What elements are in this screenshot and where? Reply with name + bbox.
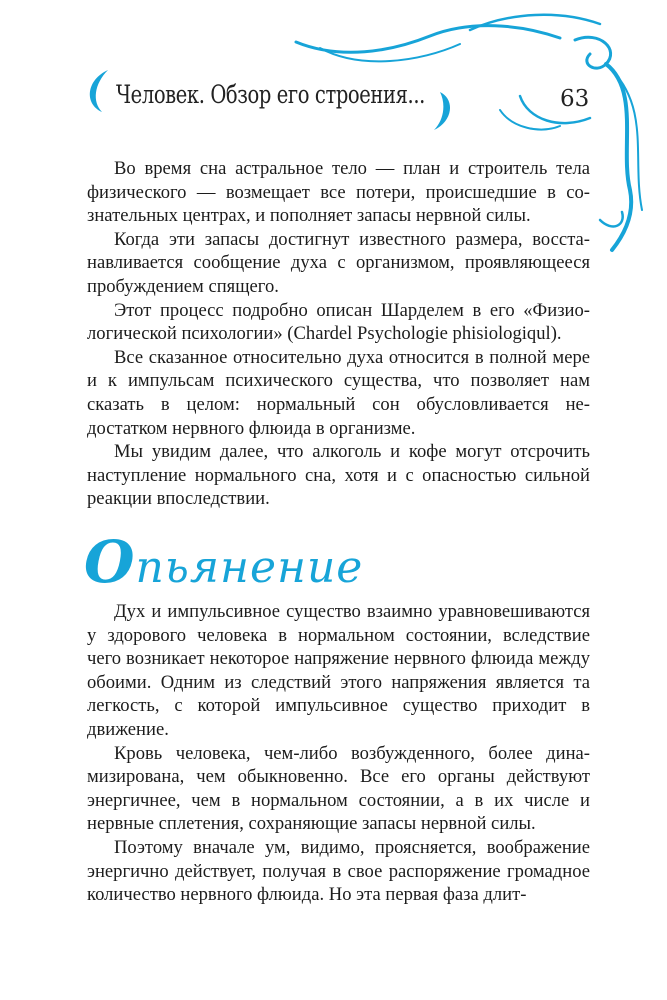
body-text-bottom (87, 600, 590, 907)
paragraph: Когда эти запасы достигнут известного размера, восстанавливается сообщение духа с организмом, проявляющееся пробуждением спящего. (87, 228, 590, 297)
paragraph: Поэтому вначале ум, видимо, проясняется, воображение энергично действует, получая в свое распоряжение громадное количество нервного флюида. Но эта первая фаза длит- (87, 836, 590, 906)
running-header-title: Человек. Обзор его строения... (116, 80, 425, 109)
paragraph: Этот процесс подробно описан Шарделем в его «Физиологической психологии» (Chardel Psychologie phisiologiqul). (87, 299, 590, 345)
paragraph: Во время сна астральное тело — план и строитель тела физического — возмещает все потери, происшедшие в сознательных центрах, и пополняет запасы нервной силы. (87, 158, 590, 227)
paragraph: Кровь человека, чем-либо возбужденного, более динамизирована, чем обыкновенно. Все его органы действуют энергичнее, чем в нормальном состоянии, а в их числе и нервные сплетения, сохраняющие запасы нервной силы. (87, 742, 590, 835)
body-text-top (87, 157, 590, 511)
paragraph: Мы увидим далее, что алкоголь и кофе могут отсрочить наступление нормального сна, хотя и с опасностью сильной реакции впоследствии. (87, 441, 590, 510)
page-number: 63 (560, 86, 590, 112)
section-heading-rest: пьянение (135, 542, 364, 593)
section-heading-initial: О (84, 528, 136, 596)
paragraph: Все сказанное относительно духа относится в полной мере и к импульсам психического существа, что позволяет нам сказать в целом: нормальный сон обусловливается недостатком нервного флюида в организме. (87, 346, 590, 439)
paragraph: Дух и импульсивное существо взаимно уравновешиваются у здорового человека в нормальном состоянии, вследствие чего возникает некоторое напряжение нервного флюида между обоими. Одним из следствий этого напряжения является та легкость, с которой импульсивное существо приходит в движение. (87, 601, 590, 740)
section-heading (84, 528, 363, 596)
